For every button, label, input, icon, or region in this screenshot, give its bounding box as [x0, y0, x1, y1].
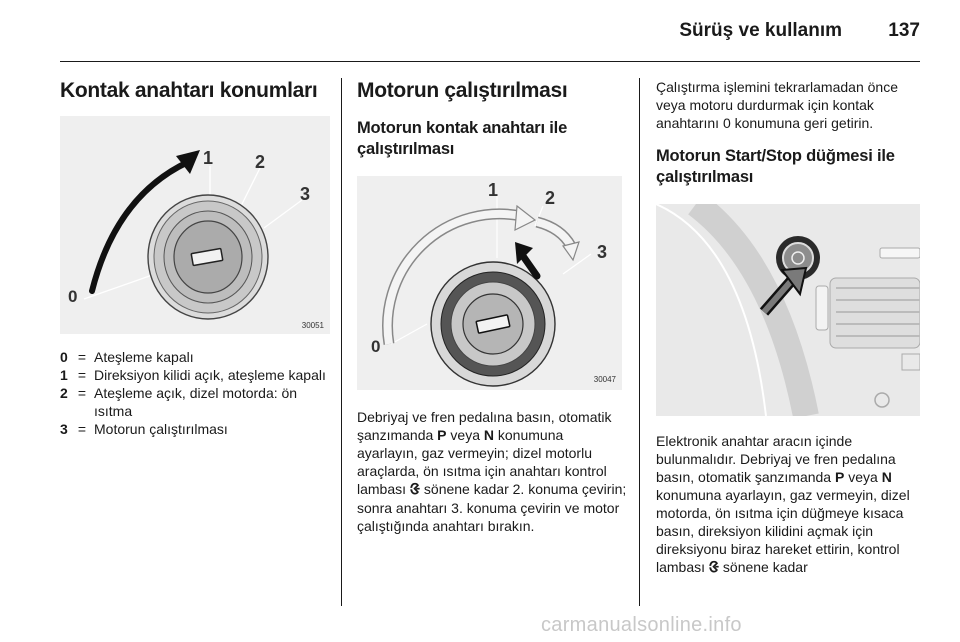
- position-legend: [60, 348, 330, 438]
- legend-key: 2: [60, 385, 68, 401]
- gear-p: P: [437, 427, 447, 443]
- legend-key: 1: [60, 367, 68, 383]
- page-number: 137: [888, 20, 920, 41]
- ignition-switch-illustration: [60, 116, 330, 334]
- glow-plug-icon: ᱝ: [708, 559, 720, 576]
- start-stop-instructions: [656, 432, 922, 577]
- legend-key: 0: [60, 349, 68, 365]
- legend-text: Ateşleme kapalı: [94, 349, 194, 365]
- text-run: sönene kadar 2. konuma çevirin; sonra anahtarı 3. konuma çevirin ve motor çalıştığında anahtarı bırakın.: [357, 481, 627, 534]
- position-label-2: 2: [545, 188, 556, 208]
- legend-equals: =: [77, 349, 87, 365]
- legend-equals: =: [77, 385, 87, 401]
- heading-ignition-positions: Kontak anahtarı konumları: [60, 79, 318, 102]
- position-label-1: 1: [203, 148, 214, 168]
- section-title: Sürüş ve kullanım: [679, 20, 842, 41]
- subheading-key-start: Motorun kontak anahtarı ile çalıştırılması: [357, 119, 568, 158]
- column-divider-1: [341, 78, 342, 606]
- legend-equals: =: [77, 421, 87, 437]
- watermark: carmanualsonline.info: [541, 614, 742, 636]
- legend-row: [60, 384, 330, 420]
- legend-row: [60, 420, 330, 438]
- position-label-1: 1: [488, 180, 499, 200]
- start-stop-illustration: [656, 204, 920, 416]
- text-run: sönene kadar: [719, 559, 808, 575]
- gear-p: P: [835, 469, 845, 485]
- text-run: konumuna ayarlayın, gaz vermeyin; dizel motorlu araçlarda, ön ısıtma için anahtarı kontrol lambası: [357, 427, 607, 497]
- column-start-stop: [656, 78, 922, 577]
- figure-key-start: [357, 176, 622, 390]
- position-label-0: 0: [68, 287, 78, 306]
- text-run: Elektronik anahtar aracın içinde bulunmalıdır. Debriyaj ve fren pedalına basın, otomatik şanzımanda: [656, 433, 896, 485]
- figure-start-stop-button: [656, 204, 920, 416]
- column-starting-engine: [357, 78, 627, 535]
- heading-starting-engine: Motorun çalıştırılması: [357, 79, 568, 102]
- legend-row: [60, 366, 330, 384]
- gear-n: N: [483, 427, 494, 443]
- legend-text: Direksiyon kilidi açık, ateşleme kapalı: [94, 367, 326, 383]
- legend-row: [60, 348, 330, 366]
- figure-code: 30047: [593, 375, 616, 384]
- page-header: [60, 0, 920, 62]
- key-start-instructions: [357, 408, 627, 535]
- legend-equals: =: [77, 367, 87, 383]
- text-run: Debriyaj ve fren pedalına basın, otomatik şanzımanda: [357, 409, 612, 443]
- text-run: veya: [844, 469, 882, 485]
- figure-ignition-switch: [60, 116, 330, 334]
- legend-text: Ateşleme açık, dizel motorda: ön ısıtma: [94, 385, 298, 419]
- repeat-start-note: Çalıştırma işlemini tekrarlamadan önce veya motoru durdurmak için kontak anahtarını 0 konumuna geri getirin.: [656, 79, 898, 131]
- column-divider-2: [639, 78, 640, 606]
- legend-key: 3: [60, 421, 68, 437]
- column-ignition-positions: [60, 78, 330, 438]
- glow-plug-icon: ᱝ: [409, 481, 421, 498]
- text-run: konumuna ayarlayın, gaz vermeyin, dizel motorda, ön ısıtma için düğmeye kısaca basın, direksiyon kilidini açmak için direksiyonu biraz hareket ettirin, kontrol lambası: [656, 487, 910, 575]
- legend-text: Motorun çalıştırılması: [94, 421, 228, 437]
- position-label-3: 3: [597, 242, 608, 262]
- figure-code: 30051: [301, 321, 324, 330]
- position-label-3: 3: [300, 184, 311, 204]
- gear-n: N: [881, 469, 892, 485]
- position-label-2: 2: [255, 152, 266, 172]
- subheading-start-stop: Motorun Start/Stop düğmesi ile çalıştırılması: [656, 147, 895, 186]
- text-run: veya: [446, 427, 484, 443]
- key-start-illustration: [357, 176, 622, 390]
- position-label-0: 0: [371, 337, 381, 356]
